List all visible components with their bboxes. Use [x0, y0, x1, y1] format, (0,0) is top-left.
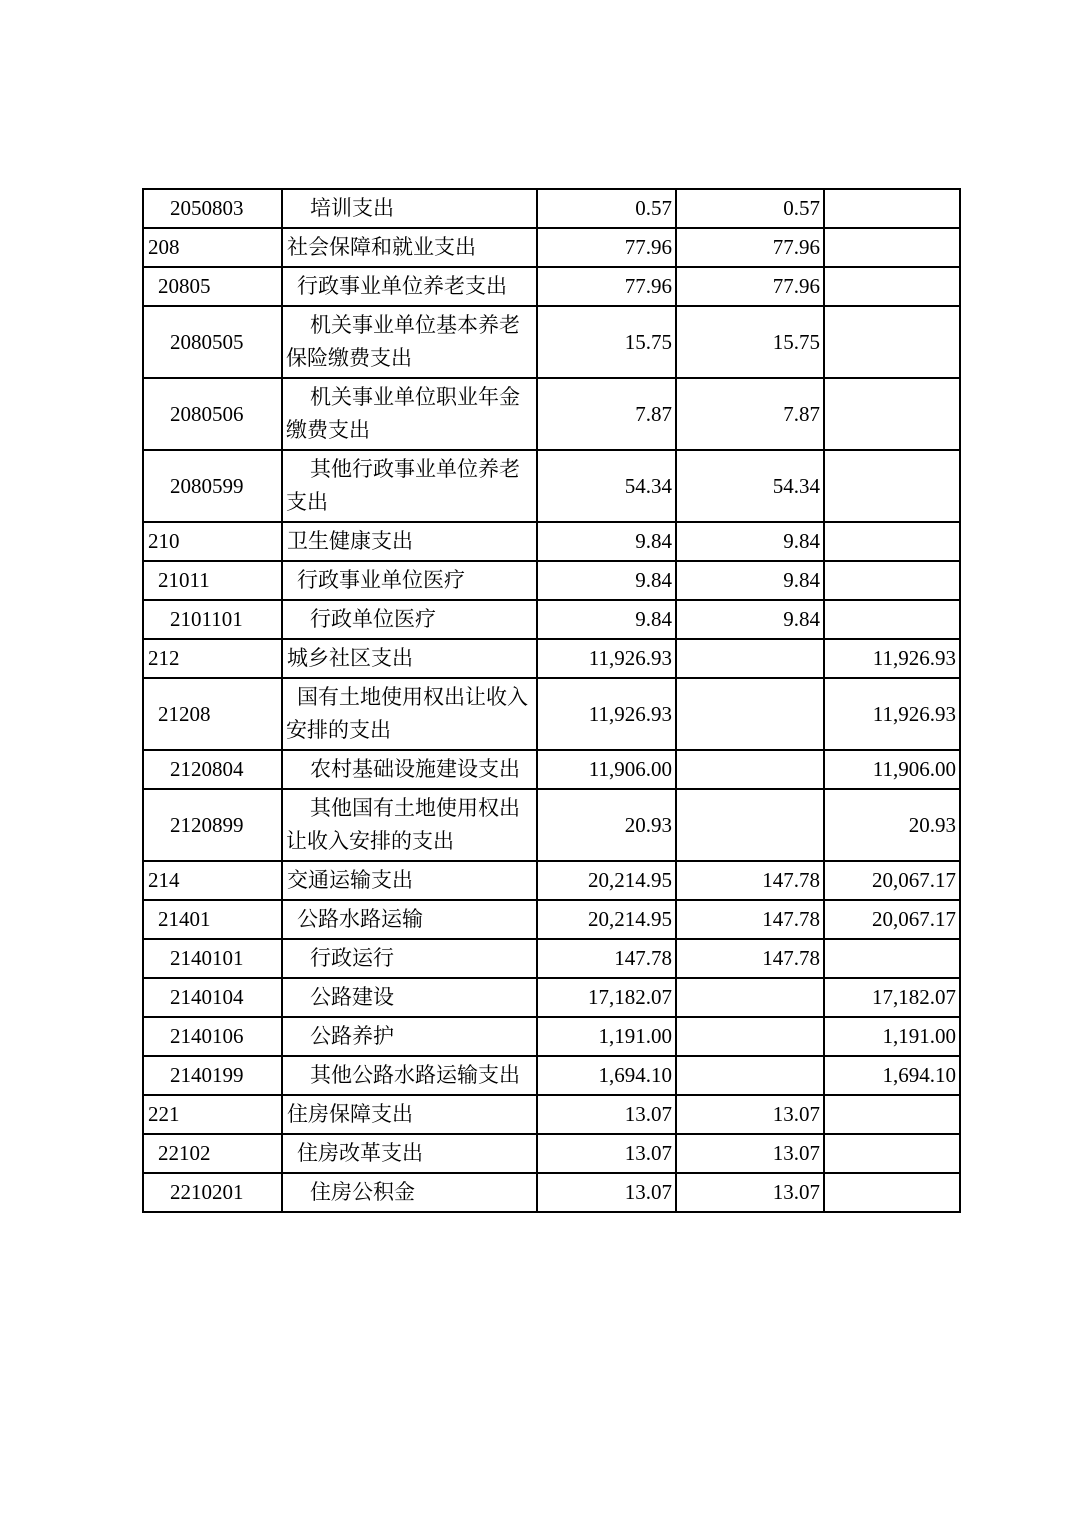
amount-col4-cell: 13.07 — [676, 1134, 824, 1173]
table-row — [143, 750, 960, 789]
subject-code-cell: 210 — [143, 522, 282, 561]
subject-name-cell: 住房保障支出 — [282, 1095, 537, 1134]
amount-total-cell: 20.93 — [537, 789, 676, 861]
subject-name-cell: 国有土地使用权出让收入安排的支出 — [282, 678, 537, 750]
amount-total-cell: 0.57 — [537, 189, 676, 228]
table-row — [143, 900, 960, 939]
amount-col4-cell — [676, 678, 824, 750]
subject-code-cell: 21208 — [143, 678, 282, 750]
subject-code-cell: 20805 — [143, 267, 282, 306]
amount-col4-cell: 147.78 — [676, 900, 824, 939]
subject-name-cell: 农村基础设施建设支出 — [282, 750, 537, 789]
subject-name-cell: 机关事业单位职业年金缴费支出 — [282, 378, 537, 450]
subject-name-cell: 住房公积金 — [282, 1173, 537, 1212]
table-row — [143, 522, 960, 561]
subject-name-cell: 卫生健康支出 — [282, 522, 537, 561]
amount-col5-cell — [824, 522, 960, 561]
amount-col4-cell: 13.07 — [676, 1095, 824, 1134]
amount-col5-cell — [824, 939, 960, 978]
subject-code-cell: 2080599 — [143, 450, 282, 522]
budget-table — [142, 188, 961, 1213]
subject-name-cell: 公路建设 — [282, 978, 537, 1017]
subject-name-cell: 行政事业单位医疗 — [282, 561, 537, 600]
amount-total-cell: 15.75 — [537, 306, 676, 378]
amount-col4-cell: 9.84 — [676, 522, 824, 561]
subject-code-cell: 2210201 — [143, 1173, 282, 1212]
amount-total-cell: 77.96 — [537, 228, 676, 267]
subject-name-cell: 培训支出 — [282, 189, 537, 228]
subject-name-cell: 公路水路运输 — [282, 900, 537, 939]
subject-name-cell: 住房改革支出 — [282, 1134, 537, 1173]
amount-total-cell: 20,214.95 — [537, 861, 676, 900]
table-row — [143, 939, 960, 978]
amount-col4-cell: 0.57 — [676, 189, 824, 228]
amount-total-cell: 9.84 — [537, 600, 676, 639]
table-row — [143, 600, 960, 639]
amount-col5-cell: 11,926.93 — [824, 639, 960, 678]
amount-col4-cell — [676, 639, 824, 678]
amount-col4-cell: 9.84 — [676, 600, 824, 639]
table-row — [143, 378, 960, 450]
amount-total-cell: 11,906.00 — [537, 750, 676, 789]
table-row — [143, 1173, 960, 1212]
amount-col5-cell — [824, 600, 960, 639]
table-row — [143, 189, 960, 228]
subject-code-cell: 212 — [143, 639, 282, 678]
subject-code-cell: 214 — [143, 861, 282, 900]
subject-code-cell: 21011 — [143, 561, 282, 600]
subject-code-cell: 2140104 — [143, 978, 282, 1017]
table-row — [143, 639, 960, 678]
table-row — [143, 1056, 960, 1095]
amount-col5-cell: 17,182.07 — [824, 978, 960, 1017]
amount-col5-cell: 11,906.00 — [824, 750, 960, 789]
subject-name-cell: 社会保障和就业支出 — [282, 228, 537, 267]
subject-code-cell: 2080506 — [143, 378, 282, 450]
amount-total-cell: 1,191.00 — [537, 1017, 676, 1056]
amount-col5-cell — [824, 267, 960, 306]
subject-name-cell: 城乡社区支出 — [282, 639, 537, 678]
amount-total-cell: 11,926.93 — [537, 678, 676, 750]
subject-code-cell: 2140106 — [143, 1017, 282, 1056]
amount-col4-cell: 54.34 — [676, 450, 824, 522]
amount-total-cell: 20,214.95 — [537, 900, 676, 939]
subject-name-cell: 其他公路水路运输支出 — [282, 1056, 537, 1095]
amount-col4-cell — [676, 1056, 824, 1095]
amount-total-cell: 147.78 — [537, 939, 676, 978]
subject-code-cell: 2080505 — [143, 306, 282, 378]
amount-col4-cell — [676, 750, 824, 789]
amount-col4-cell — [676, 978, 824, 1017]
table-row — [143, 678, 960, 750]
amount-col4-cell: 147.78 — [676, 939, 824, 978]
table-row — [143, 561, 960, 600]
subject-code-cell: 2140101 — [143, 939, 282, 978]
amount-col4-cell: 7.87 — [676, 378, 824, 450]
amount-col5-cell: 1,191.00 — [824, 1017, 960, 1056]
amount-col4-cell: 13.07 — [676, 1173, 824, 1212]
amount-col4-cell — [676, 789, 824, 861]
subject-name-cell: 机关事业单位基本养老保险缴费支出 — [282, 306, 537, 378]
table-row — [143, 228, 960, 267]
amount-col5-cell — [824, 450, 960, 522]
subject-name-cell: 交通运输支出 — [282, 861, 537, 900]
amount-col4-cell — [676, 1017, 824, 1056]
amount-col5-cell — [824, 1134, 960, 1173]
amount-total-cell: 11,926.93 — [537, 639, 676, 678]
subject-name-cell: 行政运行 — [282, 939, 537, 978]
table-row — [143, 267, 960, 306]
amount-total-cell: 1,694.10 — [537, 1056, 676, 1095]
table-row — [143, 306, 960, 378]
amount-col5-cell: 20,067.17 — [824, 900, 960, 939]
subject-code-cell: 22102 — [143, 1134, 282, 1173]
amount-col5-cell — [824, 378, 960, 450]
subject-code-cell: 2120804 — [143, 750, 282, 789]
table-row — [143, 1017, 960, 1056]
amount-col5-cell: 11,926.93 — [824, 678, 960, 750]
amount-col5-cell: 20,067.17 — [824, 861, 960, 900]
table-row — [143, 450, 960, 522]
amount-total-cell: 77.96 — [537, 267, 676, 306]
table-row — [143, 789, 960, 861]
amount-col5-cell — [824, 228, 960, 267]
amount-col5-cell: 1,694.10 — [824, 1056, 960, 1095]
amount-col5-cell — [824, 306, 960, 378]
amount-col5-cell — [824, 561, 960, 600]
amount-col5-cell — [824, 1095, 960, 1134]
amount-total-cell: 7.87 — [537, 378, 676, 450]
amount-col4-cell: 77.96 — [676, 267, 824, 306]
amount-total-cell: 9.84 — [537, 561, 676, 600]
amount-total-cell: 13.07 — [537, 1095, 676, 1134]
amount-total-cell: 13.07 — [537, 1134, 676, 1173]
amount-col4-cell: 15.75 — [676, 306, 824, 378]
amount-col4-cell: 9.84 — [676, 561, 824, 600]
subject-name-cell: 公路养护 — [282, 1017, 537, 1056]
amount-total-cell: 54.34 — [537, 450, 676, 522]
table-row — [143, 1134, 960, 1173]
amount-col4-cell: 77.96 — [676, 228, 824, 267]
subject-code-cell: 2101101 — [143, 600, 282, 639]
subject-name-cell: 其他行政事业单位养老支出 — [282, 450, 537, 522]
amount-col5-cell: 20.93 — [824, 789, 960, 861]
subject-name-cell: 行政事业单位养老支出 — [282, 267, 537, 306]
subject-name-cell: 行政单位医疗 — [282, 600, 537, 639]
subject-code-cell: 2140199 — [143, 1056, 282, 1095]
table-row — [143, 1095, 960, 1134]
subject-code-cell: 2120899 — [143, 789, 282, 861]
subject-code-cell: 208 — [143, 228, 282, 267]
table-row — [143, 978, 960, 1017]
amount-total-cell: 9.84 — [537, 522, 676, 561]
table-row — [143, 861, 960, 900]
amount-total-cell: 13.07 — [537, 1173, 676, 1212]
amount-col5-cell — [824, 1173, 960, 1212]
subject-code-cell: 2050803 — [143, 189, 282, 228]
subject-code-cell: 21401 — [143, 900, 282, 939]
subject-name-cell: 其他国有土地使用权出让收入安排的支出 — [282, 789, 537, 861]
subject-code-cell: 221 — [143, 1095, 282, 1134]
amount-col4-cell: 147.78 — [676, 861, 824, 900]
budget-table-body — [143, 189, 960, 1212]
amount-total-cell: 17,182.07 — [537, 978, 676, 1017]
amount-col5-cell — [824, 189, 960, 228]
